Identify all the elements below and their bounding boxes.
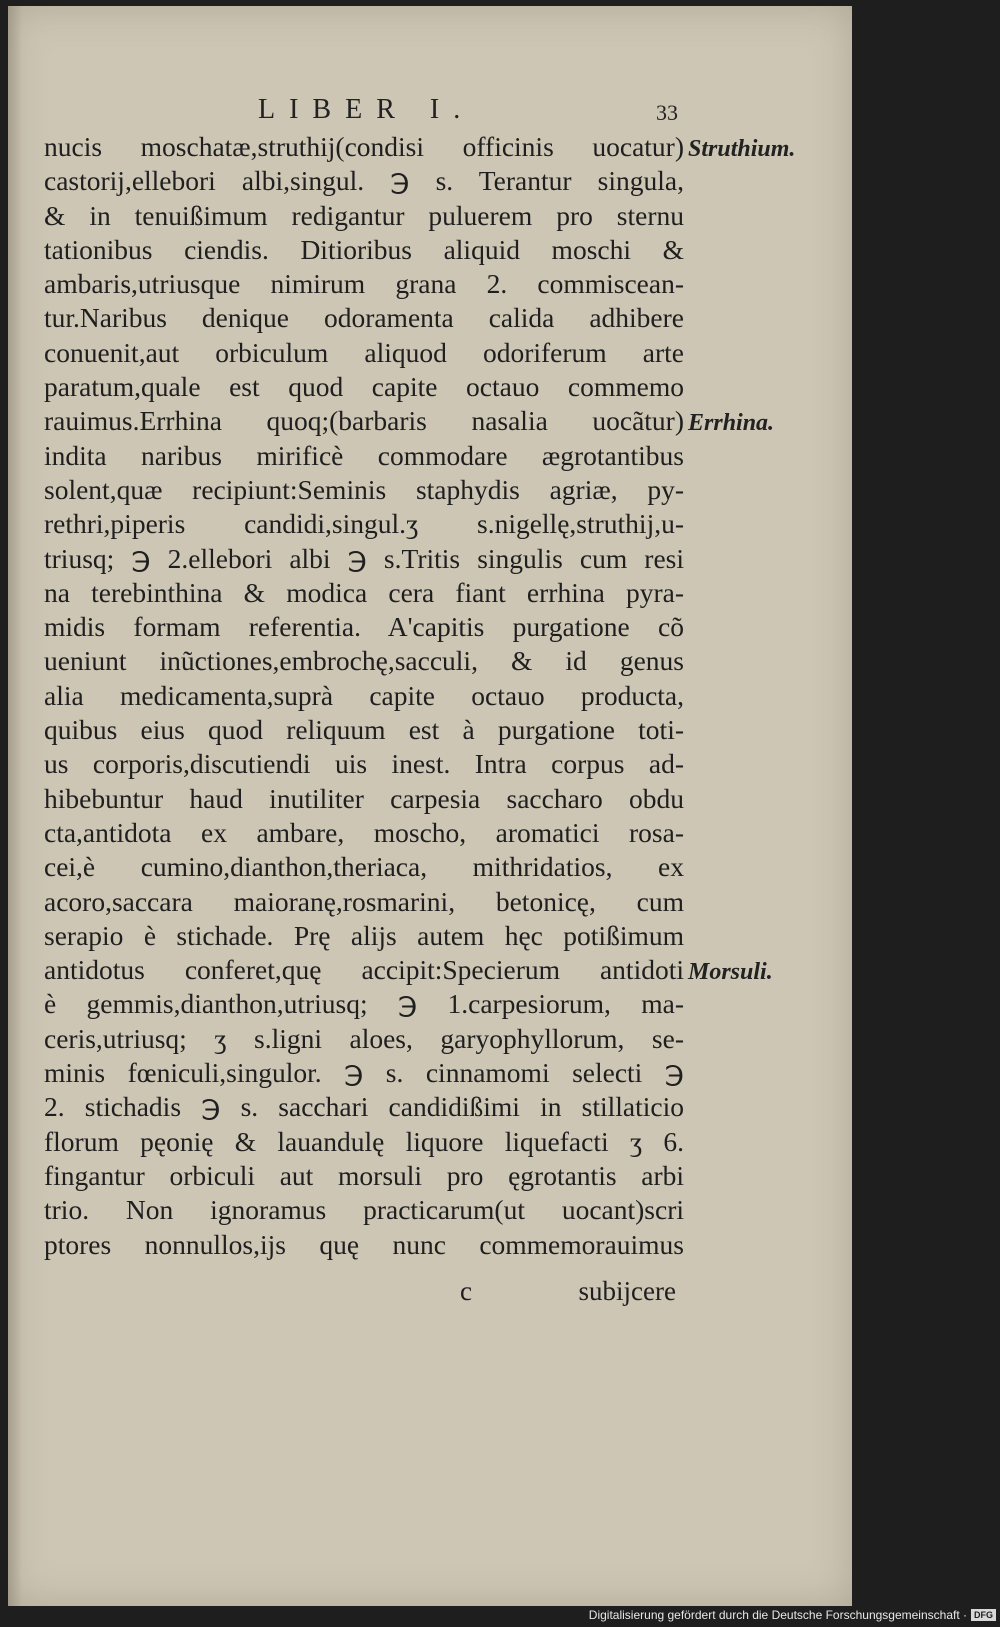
marginal-note: Struthium. <box>688 136 796 162</box>
text-line: ueniunt inũctiones,embrochę,sacculi, & id genus <box>44 645 684 677</box>
text-line: & in tenuißimum redigantur puluerem pro sternu <box>44 199 684 231</box>
text-line: antidotus conferet,quę accipit:Specierum antidoti <box>44 954 684 986</box>
text-line: indita naribus mirificè commodare ægrotantibus <box>44 439 684 471</box>
catchword: subijcere <box>578 1276 676 1306</box>
text-line: alia medicamenta,suprà capite octauo producta, <box>44 679 684 711</box>
text-line: fingantur orbiculi aut morsuli pro ęgrotantis arbi <box>44 1159 684 1191</box>
text-line: trio. Non ignoramus practicarum(ut uocant)scri <box>44 1194 684 1226</box>
body-text <box>44 130 684 1262</box>
text-line: florum pęonię & lauandulę liquore liquefacti ʒ 6. <box>44 1125 684 1157</box>
credit-text: Digitalisierung gefördert durch die Deutsche Forschungsgemeinschaft · <box>588 1608 967 1622</box>
text-line: cei,è cumino,dianthon,theriaca, mithridatios, ex <box>44 851 684 883</box>
text-line: triusq; ℈ 2.ellebori albi ℈ s.Tritis singulis cum resi <box>44 542 684 574</box>
text-line: midis formam referentia. A'capitis purgatione cõ <box>44 611 684 643</box>
text-line: conuenit,aut orbiculum aliquod odoriferum arte <box>44 336 684 368</box>
text-line: us corporis,discutiendi uis inest. Intra corpus ad- <box>44 748 684 780</box>
text-line: ceris,utriusq; ʒ s.ligni aloes, garyophyllorum, se- <box>44 1022 684 1054</box>
text-line: acoro,saccara maioranę,rosmarini, betonicę, cum <box>44 885 684 917</box>
text-line: na terebinthina & modica cera fiant errhina pyra- <box>44 576 684 608</box>
text-line: ambaris,utriusque nimirum grana 2. commiscean- <box>44 268 684 300</box>
text-line: rauimus.Errhina quoq;(barbaris nasalia uocãtur) <box>44 405 684 437</box>
digitization-credit <box>589 1605 996 1625</box>
marginal-note: Errhina. <box>688 410 775 437</box>
text-line: minis fœniculi,singulor. ℈ s. cinnamomi selecti ℈ <box>44 1057 684 1089</box>
text-line: nucis moschatæ,struthij(condisi officinis uocatur) <box>44 131 684 162</box>
text-line: rethri,piperis candidi,singul.ʒ s.nigellę,struthij,u- <box>44 508 684 540</box>
catchword-line <box>430 1276 680 1310</box>
text-line: castorij,ellebori albi,singul. ℈ s. Terantur singula, <box>44 165 684 197</box>
page-number: 33 <box>656 100 678 125</box>
text-line: serapio è stichade. Prę alijs autem hęc potißimum <box>44 919 684 951</box>
text-line: hibebuntur haud inutiliter carpesia saccharo obdu <box>44 782 684 814</box>
page-gutter-shadow <box>8 6 22 1606</box>
marginal-note: Morsuli. <box>688 959 773 986</box>
running-head <box>258 94 678 130</box>
text-line: paratum,quale est quod capite octauo commemo <box>44 371 684 403</box>
dfg-logo: DFG <box>971 1609 996 1621</box>
text-line: tur.Naribus denique odoramenta calida adhibere <box>44 302 684 334</box>
text-line: è gemmis,dianthon,utriusq; ℈ 1.carpesiorum, ma- <box>44 988 684 1020</box>
text-line: cta,antidota ex ambare, moscho, aromatici rosa- <box>44 816 684 848</box>
text-line: ptores nonnullos,ijs quę nunc commemorauimus <box>44 1228 684 1260</box>
text-line: solent,quæ recipiunt:Seminis staphydis agriæ, py- <box>44 473 684 505</box>
text-line: quibus eius quod reliquum est à purgatione toti- <box>44 714 684 746</box>
running-head-title: LIBER I. <box>258 94 475 125</box>
signature-mark: c <box>460 1276 472 1306</box>
text-line: 2. stichadis ℈ s. sacchari candidißimi in stillaticio <box>44 1091 684 1123</box>
text-line: tationibus ciendis. Ditioribus aliquid moschi & <box>44 233 684 265</box>
